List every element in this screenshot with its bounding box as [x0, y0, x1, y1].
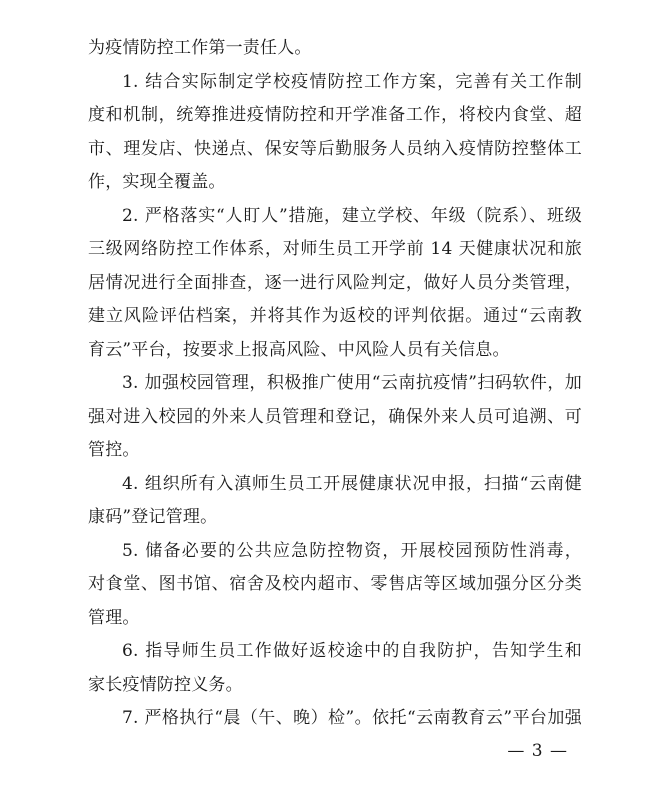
text-line: 对食堂、图书馆、宿舍及校内超市、零售店等区域加强分区分类: [88, 574, 582, 594]
text-line: 家长疫情防控义务。: [88, 674, 243, 695]
text-line: 三级网络防控工作体系，对师生员工开学前 14 天健康状况和旅: [88, 239, 582, 259]
text-line: 度和机制，统筹推进疫情防控和开学准备工作，将校内食堂、超: [88, 105, 582, 125]
text-line: 强对进入校园的外来人员管理和登记，确保外来人员可追溯、可: [88, 406, 582, 427]
text-line: 居情况进行全面排查，逐一进行风险判定，做好人员分类管理，: [88, 272, 582, 293]
document-body: [88, 32, 582, 736]
text-line: 5. 储备必要的公共应急防控物资，开展校园预防性消毒，: [122, 540, 582, 561]
text-line: 管理。: [88, 607, 140, 628]
text-line: 育云”平台，按要求上报高风险、中风险人员有关信息。: [88, 339, 510, 360]
text-line: 3. 加强校园管理，积极推广使用“云南抗疫情”扫码软件，加: [122, 373, 582, 393]
text-line: 为疫情防控工作第一责任人。: [88, 38, 312, 58]
text-line: 管控。: [88, 440, 140, 460]
text-line: 1. 结合实际制定学校疫情防控工作方案，完善有关工作制: [122, 71, 582, 92]
text-line: 7. 严格执行“晨（午、晚）检”。依托“云南教育云”平台加强: [122, 708, 582, 728]
text-line: 市、理发店、快递点、保安等后勤服务人员纳入疫情防控整体工: [88, 138, 582, 159]
page-number: — 3 —: [507, 741, 568, 761]
text-line: 建立风险评估档案，并将其作为返校的评判依据。通过“云南教: [88, 306, 582, 326]
text-line: 4. 组织所有入滇师生员工开展健康状况申报，扫描“云南健: [122, 473, 582, 494]
text-line: 6. 指导师生员工作做好返校途中的自我防护，告知学生和: [122, 641, 582, 661]
text-line: 2. 严格落实“人盯人”措施，建立学校、年级（院系）、班级: [122, 205, 582, 226]
text-line: 康码”登记管理。: [88, 507, 218, 527]
text-line: 作，实现全覆盖。: [88, 172, 226, 192]
